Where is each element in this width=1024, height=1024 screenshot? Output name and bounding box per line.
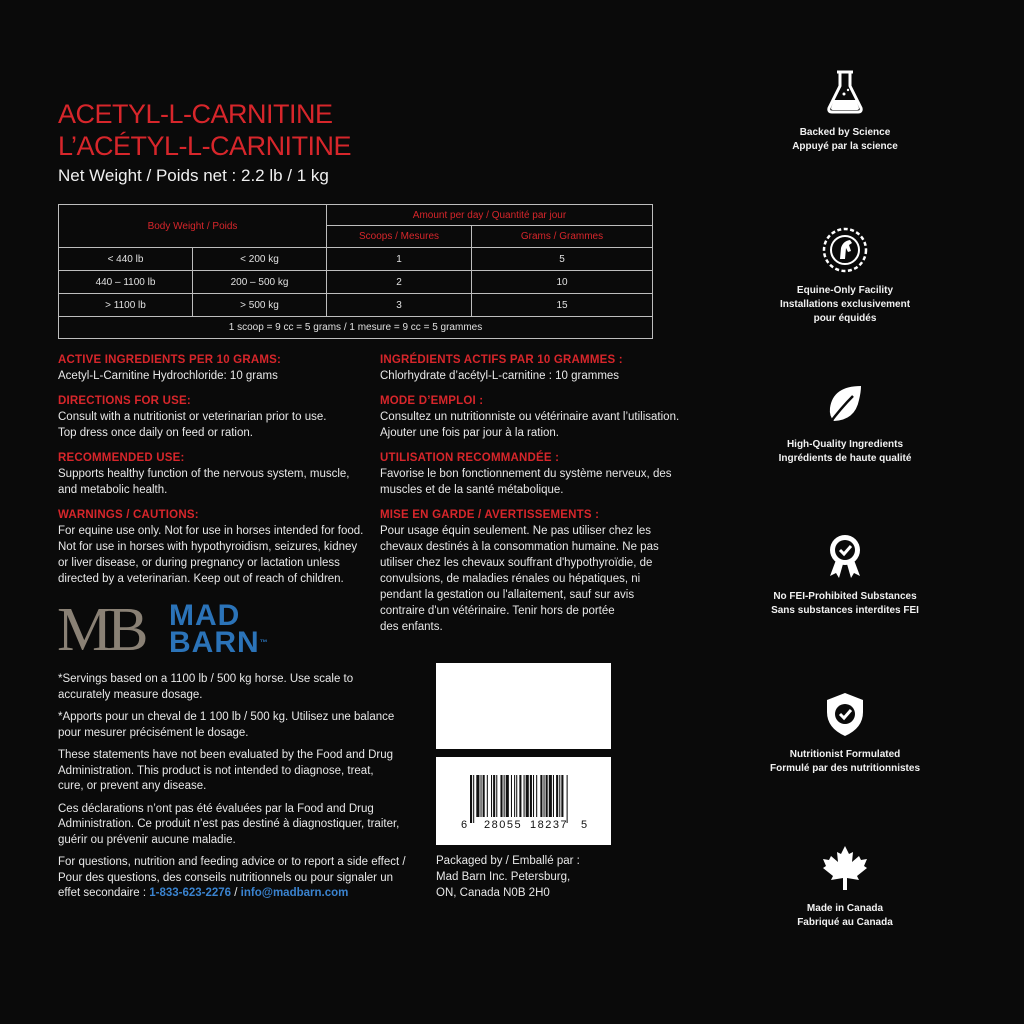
servings-note-fr: *Apports pour un cheval de 1 100 lb / 500 kg. Utilisez une balance pour mesurer précisément le dosage. xyxy=(58,711,395,739)
amount-header: Amount per day / Quantité par jour xyxy=(327,205,653,226)
barcode-bar xyxy=(524,775,525,817)
upc-barcode xyxy=(436,757,611,845)
maple-leaf-icon xyxy=(821,844,869,892)
section-heading: MISE EN GARDE / AVERTISSEMENTS : xyxy=(380,509,600,521)
warnings-section-fr xyxy=(380,507,680,635)
feature-made-in-canada: Made in Canada Fabriqué au Canada xyxy=(760,844,930,930)
barcode-bar xyxy=(519,775,521,817)
phone-link[interactable]: 1-833-623-2276 xyxy=(149,887,232,899)
section-line: Top dress once daily on feed or ration. xyxy=(58,427,253,439)
logo-line-2: BARN™ xyxy=(169,626,268,659)
barcode-bar xyxy=(536,775,537,817)
cell-grams: 10 xyxy=(472,271,653,294)
flask-icon xyxy=(821,68,869,116)
barcode-bar xyxy=(487,775,488,817)
net-weight: Net Weight / Poids net : 2.2 lb / 1 kg xyxy=(58,166,329,185)
section-heading: DIRECTIONS FOR USE: xyxy=(58,395,191,407)
feature-backed-by-science: Backed by Science Appuyé par la science xyxy=(760,68,930,154)
cell-lb: < 440 lb xyxy=(59,248,193,271)
servings-note-en: *Servings based on a 1100 lb / 500 kg horse. Use scale to accurately measure dosage. xyxy=(58,673,354,701)
barcode-bar xyxy=(514,775,515,817)
cell-kg: < 200 kg xyxy=(193,248,327,271)
section-heading: MODE D’EMPLOI : xyxy=(380,395,484,407)
cell-grams: 15 xyxy=(472,294,653,317)
barcode-bar xyxy=(476,775,479,817)
feature-no-fei-substances: No FEI-Prohibited Substances Sans substances interdites FEI xyxy=(760,532,930,618)
barcode-bar xyxy=(549,775,552,817)
feature-quality-ingredients: High-Quality Ingredients Ingrédients de haute qualité xyxy=(760,380,930,466)
product-header xyxy=(58,98,678,186)
scoops-header: Scoops / Mesures xyxy=(327,226,472,248)
section-line: Not for use in horses with hypothyroidism, seizures, kidney xyxy=(58,541,358,553)
horse-badge-icon xyxy=(821,226,869,274)
logo-line-1: MAD xyxy=(169,599,241,632)
section-line: Consult with a nutritionist or veterinarian prior to use. xyxy=(58,411,327,423)
section-heading: RECOMMENDED USE: xyxy=(58,452,185,464)
barcode-bar xyxy=(491,775,492,817)
email-link[interactable]: info@madbarn.com xyxy=(240,887,349,899)
section-line: convulsions, de maladies rénales ou hépatiques, ni xyxy=(380,573,641,585)
section-line: or liver disease, or during pregnancy or lactation unless xyxy=(58,557,340,569)
barcode-bar xyxy=(533,775,534,817)
section-heading: WARNINGS / CAUTIONS: xyxy=(58,509,199,521)
cell-lb: > 1100 lb xyxy=(59,294,193,317)
barcode-bar xyxy=(506,775,509,817)
cell-grams: 5 xyxy=(472,248,653,271)
barcode-bar xyxy=(530,775,532,817)
section-heading: ACTIVE INGREDIENTS PER 10 GRAMS: xyxy=(58,354,282,366)
title-en: ACETYL-L-CARNITINE xyxy=(58,99,333,129)
barcode-bar xyxy=(556,775,558,817)
directions-section xyxy=(58,393,368,441)
cell-scoops: 2 xyxy=(327,271,472,294)
section-line: directed by a veterinarian. Keep out of reach of children. xyxy=(58,573,344,585)
cell-kg: > 500 kg xyxy=(193,294,327,317)
section-line: Supports healthy function of the nervous system, muscle, xyxy=(58,468,350,480)
feature-nutritionist-formulated: Nutritionist Formulated Formulé par des nutritionnistes xyxy=(760,690,930,776)
table-row xyxy=(59,248,653,271)
table-row xyxy=(59,271,653,294)
section-line: For equine use only. Not for use in horses intended for food. xyxy=(58,525,364,537)
section-line: pendant la gestation ou l'allaitement, sauf sur avis xyxy=(380,589,635,601)
cell-scoops: 3 xyxy=(327,294,472,317)
barcode-bar xyxy=(473,775,474,823)
barcode-bar xyxy=(546,775,548,817)
barcode-bar xyxy=(483,775,485,817)
section-line: chevaux destinés à la consommation humaine. Ne pas xyxy=(380,541,659,553)
barcode-bar xyxy=(526,775,529,817)
table-row xyxy=(59,294,653,317)
section-heading: UTILISATION RECOMMANDÉE : xyxy=(380,452,560,464)
blank-label-area xyxy=(436,663,611,749)
cell-scoops: 1 xyxy=(327,248,472,271)
barcode-bar xyxy=(540,775,542,817)
barcode-bar xyxy=(559,775,560,817)
active-ingredients-section-fr xyxy=(380,352,680,384)
barcode-bar xyxy=(561,775,563,817)
section-line: contraire d'un vétérinaire. Tenir hors de portée xyxy=(380,605,615,617)
fda-disclaimer-fr: Ces déclarations n’ont pas été évaluées par la Food and Drug Administration. Ce produit n’est pas destiné à diagnostiquer, traiter, guérir ou prévenir aucune maladie. xyxy=(58,802,400,846)
section-line: muscles et de la santé métabolique. xyxy=(380,484,564,496)
section-line: utiliser chez les chevaux souffrant d'hypothyroïdie, de xyxy=(380,557,653,569)
title-fr: L’ACÉTYL-L-CARNITINE xyxy=(58,131,352,161)
active-ingredients-section xyxy=(58,352,368,384)
section-line: Chlorhydrate d’acétyl-L-carnitine : 10 grammes xyxy=(380,370,620,382)
warnings-section xyxy=(58,507,368,587)
barcode-bar xyxy=(567,775,568,823)
barcode-bar xyxy=(496,775,497,817)
directions-section-fr xyxy=(380,393,680,441)
packaged-by: Packaged by / Emballé par : Mad Barn Inc. Petersburg, ON, Canada N0B 2H0 xyxy=(436,855,580,899)
recommended-use-section xyxy=(58,450,368,498)
section-heading: INGRÉDIENTS ACTIFS PAR 10 GRAMMES : xyxy=(380,354,623,366)
barcode-bar xyxy=(470,775,472,823)
recommended-use-section-fr xyxy=(380,450,680,498)
cell-kg: 200 – 500 kg xyxy=(193,271,327,294)
french-column xyxy=(380,352,680,644)
shield-check-icon xyxy=(821,690,869,738)
section-line: Acetyl-L-Carnitine Hydrochloride: 10 grams xyxy=(58,370,278,382)
barcode-bar xyxy=(511,775,512,817)
disclaimer-notes xyxy=(58,672,408,909)
section-line: Ajouter une fois par jour à la ration. xyxy=(380,427,559,439)
barcode-bar xyxy=(504,775,505,817)
barcode-digits: 6 28055 18237 5 xyxy=(461,819,588,831)
table-footer: 1 scoop = 9 cc = 5 grams / 1 mesure = 9 cc = 5 grammes xyxy=(59,317,653,339)
section-line: Consultez un nutritionniste ou vétérinaire avant l’utilisation. xyxy=(380,411,680,423)
barcode-bar xyxy=(553,775,554,817)
cell-lb: 440 – 1100 lb xyxy=(59,271,193,294)
english-column xyxy=(58,352,368,596)
barcode-bar xyxy=(481,775,482,817)
grams-header: Grams / Grammes xyxy=(472,226,653,248)
section-line: and metabolic health. xyxy=(58,484,168,496)
barcode-bar xyxy=(493,775,495,817)
feature-equine-only: Equine-Only Facility Installations exclusivement pour équidés xyxy=(760,226,930,326)
mad-barn-logo xyxy=(57,598,297,662)
barcode-bar xyxy=(516,775,517,817)
logo-mark: MB xyxy=(57,596,144,664)
section-line: des enfants. xyxy=(380,621,443,633)
section-line: Favorise le bon fonctionnement du système nerveux, des xyxy=(380,468,672,480)
fda-disclaimer-en: These statements have not been evaluated by the Food and Drug Administration. This product is not intended to diagnose, treat, cure, or prevent any disease. xyxy=(58,749,393,792)
barcode-bar xyxy=(544,775,545,817)
leaf-icon xyxy=(821,380,869,428)
body-weight-header: Body Weight / Poids xyxy=(59,205,327,248)
award-ribbon-icon xyxy=(821,532,869,580)
contact-info: For questions, nutrition and feeding advice or to report a side effect / Pour des questions, des conseils nutritionnels ou pour signaler un effet secondaire : 1-833-623-2276 / info@madbarn.com xyxy=(58,856,406,899)
dosing-table xyxy=(58,204,653,339)
section-line: Pour usage équin seulement. Ne pas utiliser chez les xyxy=(380,525,652,537)
barcode-bar xyxy=(500,775,502,817)
